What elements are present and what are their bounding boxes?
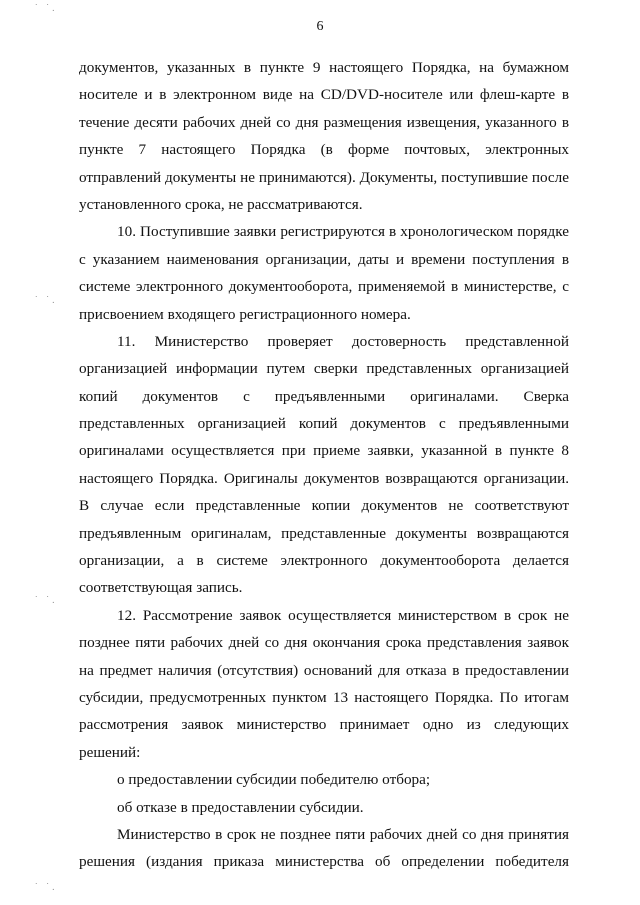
text-line: присвоением входящего регистрационного номера. (79, 305, 411, 323)
scan-artifact: ˙ ˙. (34, 883, 57, 893)
text-line: копий документов с предъявленными оригиналами. Сверка (79, 387, 569, 405)
text-line: организации, а в системе электронного документооборота делается (79, 552, 569, 570)
text-line: настоящего Порядка. Оригиналы документов возвращаются организации. (79, 469, 569, 487)
text-line: организацией информации путем сверки представленных организацией (79, 360, 569, 378)
text-line: течение десяти рабочих дней со дня размещения извещения, указанного в (79, 113, 569, 131)
text-line: отправлений документы не принимаются). Документы, поступившие после (79, 168, 569, 186)
text-line: об отказе в предоставлении субсидии. (117, 798, 364, 816)
text-line: системе электронного документооборота, применяемой в министерстве, с (79, 278, 569, 296)
text-line: о предоставлении субсидии победителю отбора; (117, 771, 431, 789)
text-line: носителе и в электронном виде на CD/DVD-носителе или флеш-карте в (79, 86, 569, 104)
text-line: 11. Министерство проверяет достоверность представленной (117, 332, 569, 350)
text-line: 10. Поступившие заявки регистрируются в хронологическом порядке (117, 223, 569, 241)
text-line: представленных организацией копий документов с предъявленными (79, 415, 569, 433)
page-number: 6 (316, 19, 324, 34)
text-line: субсидии, предусмотренных пунктом 13 настоящего Порядка. По итогам (79, 688, 569, 706)
text-line: решений: (79, 743, 141, 761)
text-line: решения (издания приказа министерства об определении победителя (79, 853, 569, 871)
scan-artifact: ˙ ˙. (34, 296, 57, 306)
text-line: пункте 7 настоящего Порядка (в форме почтовых, электронных (79, 141, 569, 159)
text-line: документов, указанных в пункте 9 настоящего Порядка, на бумажном (79, 59, 569, 76)
text-line: 12. Рассмотрение заявок осуществляется министерством в срок не (117, 606, 569, 624)
scan-artifact: ˙ ˙. (34, 596, 57, 606)
text-line: В случае если представленные копии документов не соответствуют (79, 497, 569, 515)
document-body (79, 54, 569, 876)
text-line: установленного срока, не рассматриваются. (79, 195, 363, 213)
text-line: соответствующая запись. (79, 579, 243, 597)
text-line: Министерство в срок не позднее пяти рабочих дней со дня принятия (117, 825, 569, 843)
text-line: позднее пяти рабочих дней со дня окончания срока представления заявок (79, 634, 569, 652)
text-line: рассмотрения заявок министерство принимает одно из следующих (79, 716, 569, 734)
text-line: на предмет наличия (отсутствия) оснований для отказа в предоставлении (79, 661, 569, 679)
text-line: с указанием наименования организации, даты и времени поступления в (79, 250, 569, 268)
scan-artifact: ˙ ˙. (34, 4, 57, 14)
text-line: оригиналами осуществляется при приеме заявки, указанной в пункте 8 (79, 442, 569, 460)
text-line: предъявленным оригиналам, представленные документы возвращаются (79, 524, 569, 542)
